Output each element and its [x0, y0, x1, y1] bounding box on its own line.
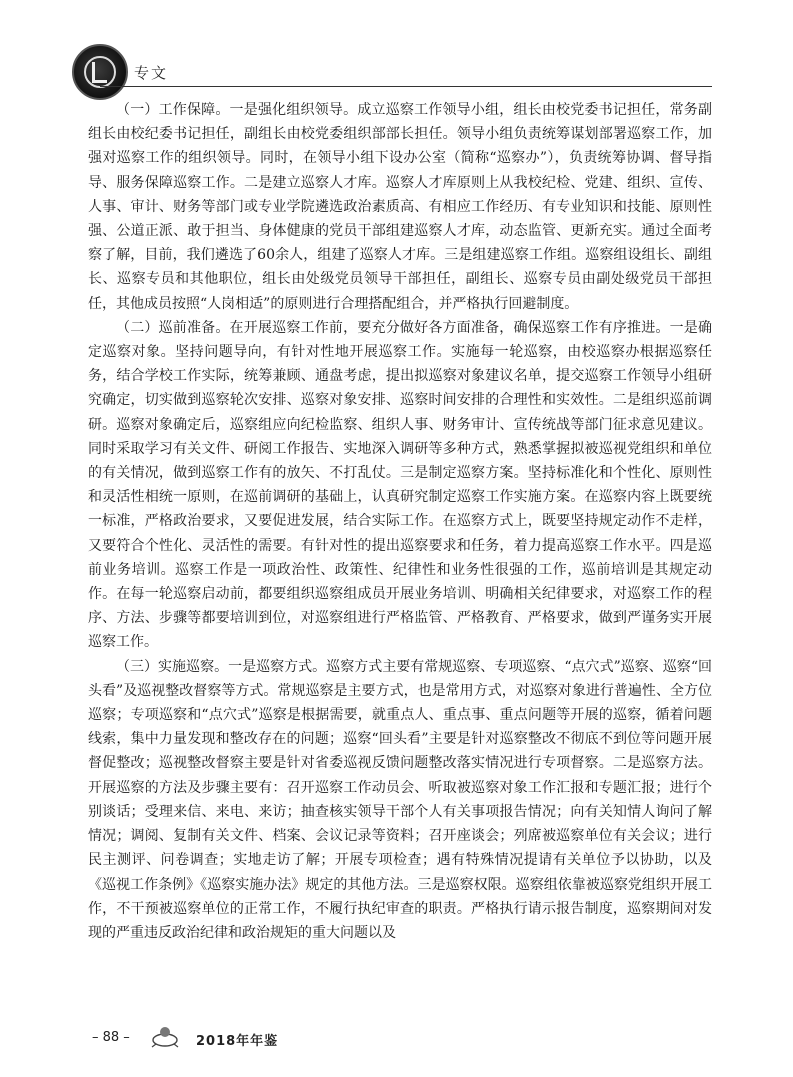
yearbook-mascot-icon: [150, 1024, 180, 1048]
paragraph-conduct-inspection: （三）实施巡察。一是巡察方式。巡察方式主要有常规巡察、专项巡察、“点穴式”巡察、巡察“回头看”及巡视整改督察等方式。常规巡察是主要方式，也是常用方式，对巡察对象进行普遍性、全方位巡察；专项巡察和“点穴式”巡察是根据需要，就重点人、重点事、重点问题等开展的巡察，循着问题线索，集中力量发现和整改存在的问题；巡察“回头看”主要是针对巡察整改不彻底不到位等问题开展督促整改；巡视整改督察主要是针对省委巡视反馈问题整改落实情况进行专项督察。二是巡察方法。开展巡察的方法及步骤主要有：召开巡察工作动员会、听取被巡察对象工作汇报和专题汇报；进行个别谈话；受理来信、来电、来访；抽查核实领导干部个人有关事项报告情况；向有关知情人询问了解情况；调阅、复制有关文件、档案、会议记录等资料；召开座谈会；列席被巡察单位有关会议；进行民主测评、问卷调查；实地走访了解；开展专项检查；遇有特殊情况提请有关单位予以协助，以及《巡视工作条例》《巡察实施办法》规定的其他方法。三是巡察权限。巡察组依靠被巡察党组织开展工作，不干预被巡察单位的正常工作，不履行执纪审查的职责。严格执行请示报告制度，巡察期间对发现的严重违反政治纪律和政治规矩的重大问题以及: [88, 658, 712, 941]
paragraph-work-guarantee: （一）工作保障。一是强化组织领导。成立巡察工作领导小组，组长由校党委书记担任，常务副组长由校纪委书记担任，副组长由校党委组织部部长担任。领导小组负责统筹谋划部署巡察工作，加强对巡察工作的组织领导。同时，在领导小组下设办公室（简称“巡察办”），负责统筹协调、督导指导、服务保障巡察工作。二是建立巡察人才库。巡察人才库原则上从我校纪检、党建、组织、宣传、人事、审计、财务等部门或专业学院遴选政治素质高、有相应工作经历、有专业知识和技能、原则性强、公道正派、敢于担当、身体健康的党员干部组建巡察人才库，动态监管、更新充实。通过全面考察了解，目前，我们遴选了60余人，组建了巡察人才库。三是组建巡察工作组。巡察组设组长、副组长、巡察专员和其他职位，组长由处级党员领导干部担任，副组长、巡察专员由副处级党员干部担任，其他成员按照“人岗相适”的原则进行合理搭配组合，并严格执行回避制度。: [88, 102, 712, 312]
yearbook-title: 2018年年鉴: [196, 1034, 279, 1049]
paragraph-pre-inspection-preparation: （二）巡前准备。在开展巡察工作前，要充分做好各方面准备，确保巡察工作有序推进。一是确定巡察对象。坚持问题导向，有针对性地开展巡察工作。实施每一轮巡察，由校巡察办根据巡察任务，结合学校工作实际，统筹兼顾、通盘考虑，提出拟巡察对象建议名单，提交巡察工作领导小组研究确定，切实做到巡察轮次安排、巡察对象安排、巡察时间安排的合理性和实效性。二是组织巡前调研。巡察对象确定后，巡察组应向纪检监察、组织人事、财务审计、宣传统战等部门征求意见建议。同时采取学习有关文件、研阅工作报告、实地深入调研等多种方式，熟悉掌握拟被巡视党组织和单位的有关情况，做到巡察工作有的放矢、不打乱仗。三是制定巡察方案。坚持标准化和个性化、原则性和灵活性相统一原则，在巡前调研的基础上，认真研究制定巡察工作实施方案。在巡察内容上既要统一标准，严格政治要求，又要促进发展，结合实际工作。在巡察方式上，既要坚持规定动作不走样，又要符合个性化、灵活性的需要。有针对性的提出巡察要求和任务，着力提高巡察工作水平。四是巡前业务培训。巡察工作是一项政治性、政策性、纪律性和业务性很强的工作，巡前培训是其规定动作。在每一轮巡察启动前，都要组织巡察组成员开展业务培训、明确相关纪律要求，对巡察工作的程序、方法、步骤等都要培训到位，对巡察组进行严格监管、严格教育、严格要求，做到严谨务实开展巡察工作。: [88, 319, 712, 651]
page-number: – 88 –: [92, 1030, 130, 1045]
article-body: [88, 98, 712, 945]
page-header: [0, 0, 793, 100]
university-seal-logo: [72, 44, 128, 100]
seal-emblem: [92, 62, 107, 83]
page-footer: [0, 1020, 793, 1060]
header-divider: [100, 86, 712, 87]
section-label: 专文: [134, 64, 169, 82]
